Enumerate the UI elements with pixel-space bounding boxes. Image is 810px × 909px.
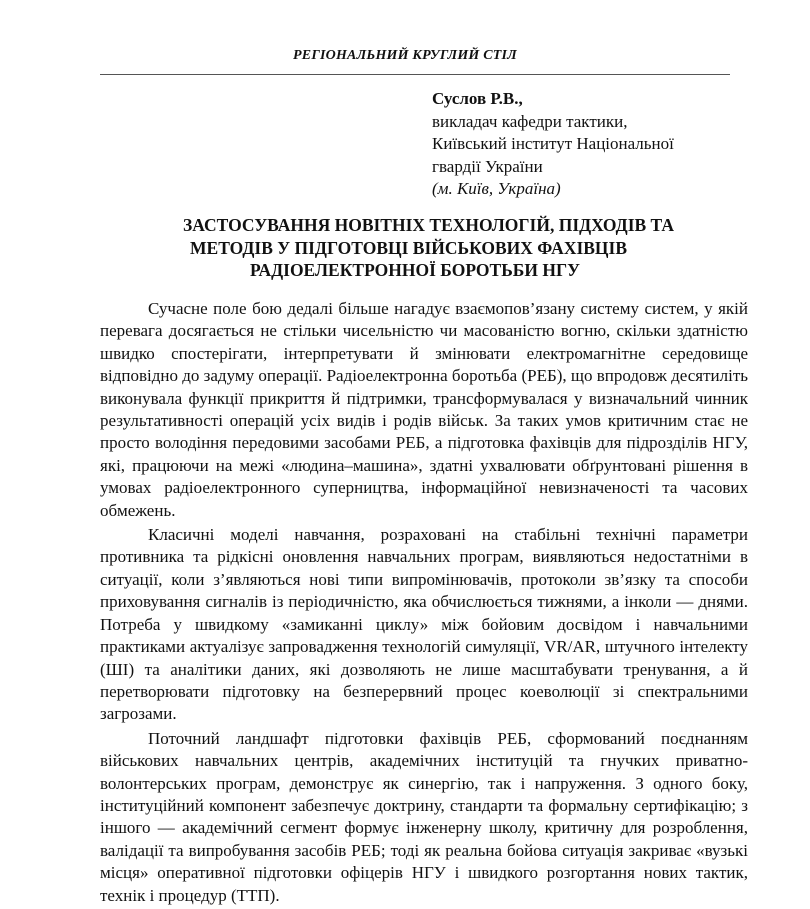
author-affiliation-line1: Київський інститут Національної — [432, 134, 674, 153]
title-line-2: МЕТОДІВ У ПІДГОТОВЦІ ВІЙСЬКОВИХ ФАХІВЦІВ — [190, 237, 628, 258]
article-body — [100, 298, 748, 909]
author-affiliation-line2: гвардії України — [432, 156, 543, 176]
body-paragraph-3: Поточний ландшафт підготовки фахівців РЕБ, сформований поєднанням військових навчальних центрів, академічних інституцій та гнучких приватно-волонтерських програм, демонструє як синергію, так і напруження. З одного боку, інституційний компонент забезпечує доктрину, стандарти та формальну сертифікацію; з іншого — академічний сегмент формує інженерну школу, критичну для розроблення, валідації та випробування засобів РЕБ; тоді як реальна бойова ситуація закриває «вузькі місця» оперативної підготовки офіцерів НГУ і швидкого розгортання нових тактик, технік і процедур (ТТП). — [100, 728, 748, 905]
author-location: (м. Київ, Україна) — [432, 179, 561, 198]
body-paragraph-2: Класичні моделі навчання, розраховані на стабільні технічні параметри противника та рідкісні оновлення навчальних програм, виявляються недостатніми в ситуації, коли з’являються нові типи випромінювачів, протоколи зв’язку та способи приховування сигналів із періодичністю, яка обчислюється тижнями, а інколи — днями. Потреба у швидкому «замиканні циклу» між бойовим досвідом і навчальними практиками актуалізує запровадження технологій симуляції, VR/AR, штучного інтелекту (ШІ) та аналітики даних, які дозволяють не лише масштабувати тренування, а й перетворювати підготовку на безперервний процес коеволюції зі спектральними загрозами. — [100, 525, 748, 724]
header-divider — [100, 74, 730, 75]
author-position: викладач кафедри тактики, — [432, 111, 628, 131]
article-title — [100, 214, 748, 282]
title-line-3: РАДІОЕЛЕКТРОННОЇ БОРОТЬБИ НГУ — [250, 260, 580, 280]
title-line-1: ЗАСТОСУВАННЯ НОВІТНІХ ТЕХНОЛОГІЙ, ПІДХОДІВ ТА — [183, 215, 674, 235]
author-block — [432, 88, 674, 201]
author-name: Суслов Р.В., — [432, 89, 523, 108]
body-paragraph-1: Сучасне поле бою дедалі більше нагадує взаємопов’язану систему систем, у якій перевага досягається не стільки чисельністю чи масованістю вогню, скільки здатністю швидко спостерігати, інтерпретувати й змінювати електромагнітне середовище відповідно до задуму операції. Радіоелектронна боротьба (РЕБ), що впродовж десятиліть виконувала функції прикриття й підтримки, трансформувалася у визначальний чинник результативності операцій усіх видів і родів військ. За таких умов критичним стає не просто володіння передовими засобами РЕБ, а підготовка фахівців для підрозділів НГУ, які, працюючи на межі «людина–машина», здатні ухвалювати обґрунтовані рішення в умовах радіоелектронного суперництва, інформаційної невизначеності та часових обмежень. — [100, 299, 748, 520]
running-header: РЕГІОНАЛЬНИЙ КРУГЛИЙ СТІЛ — [293, 48, 517, 63]
